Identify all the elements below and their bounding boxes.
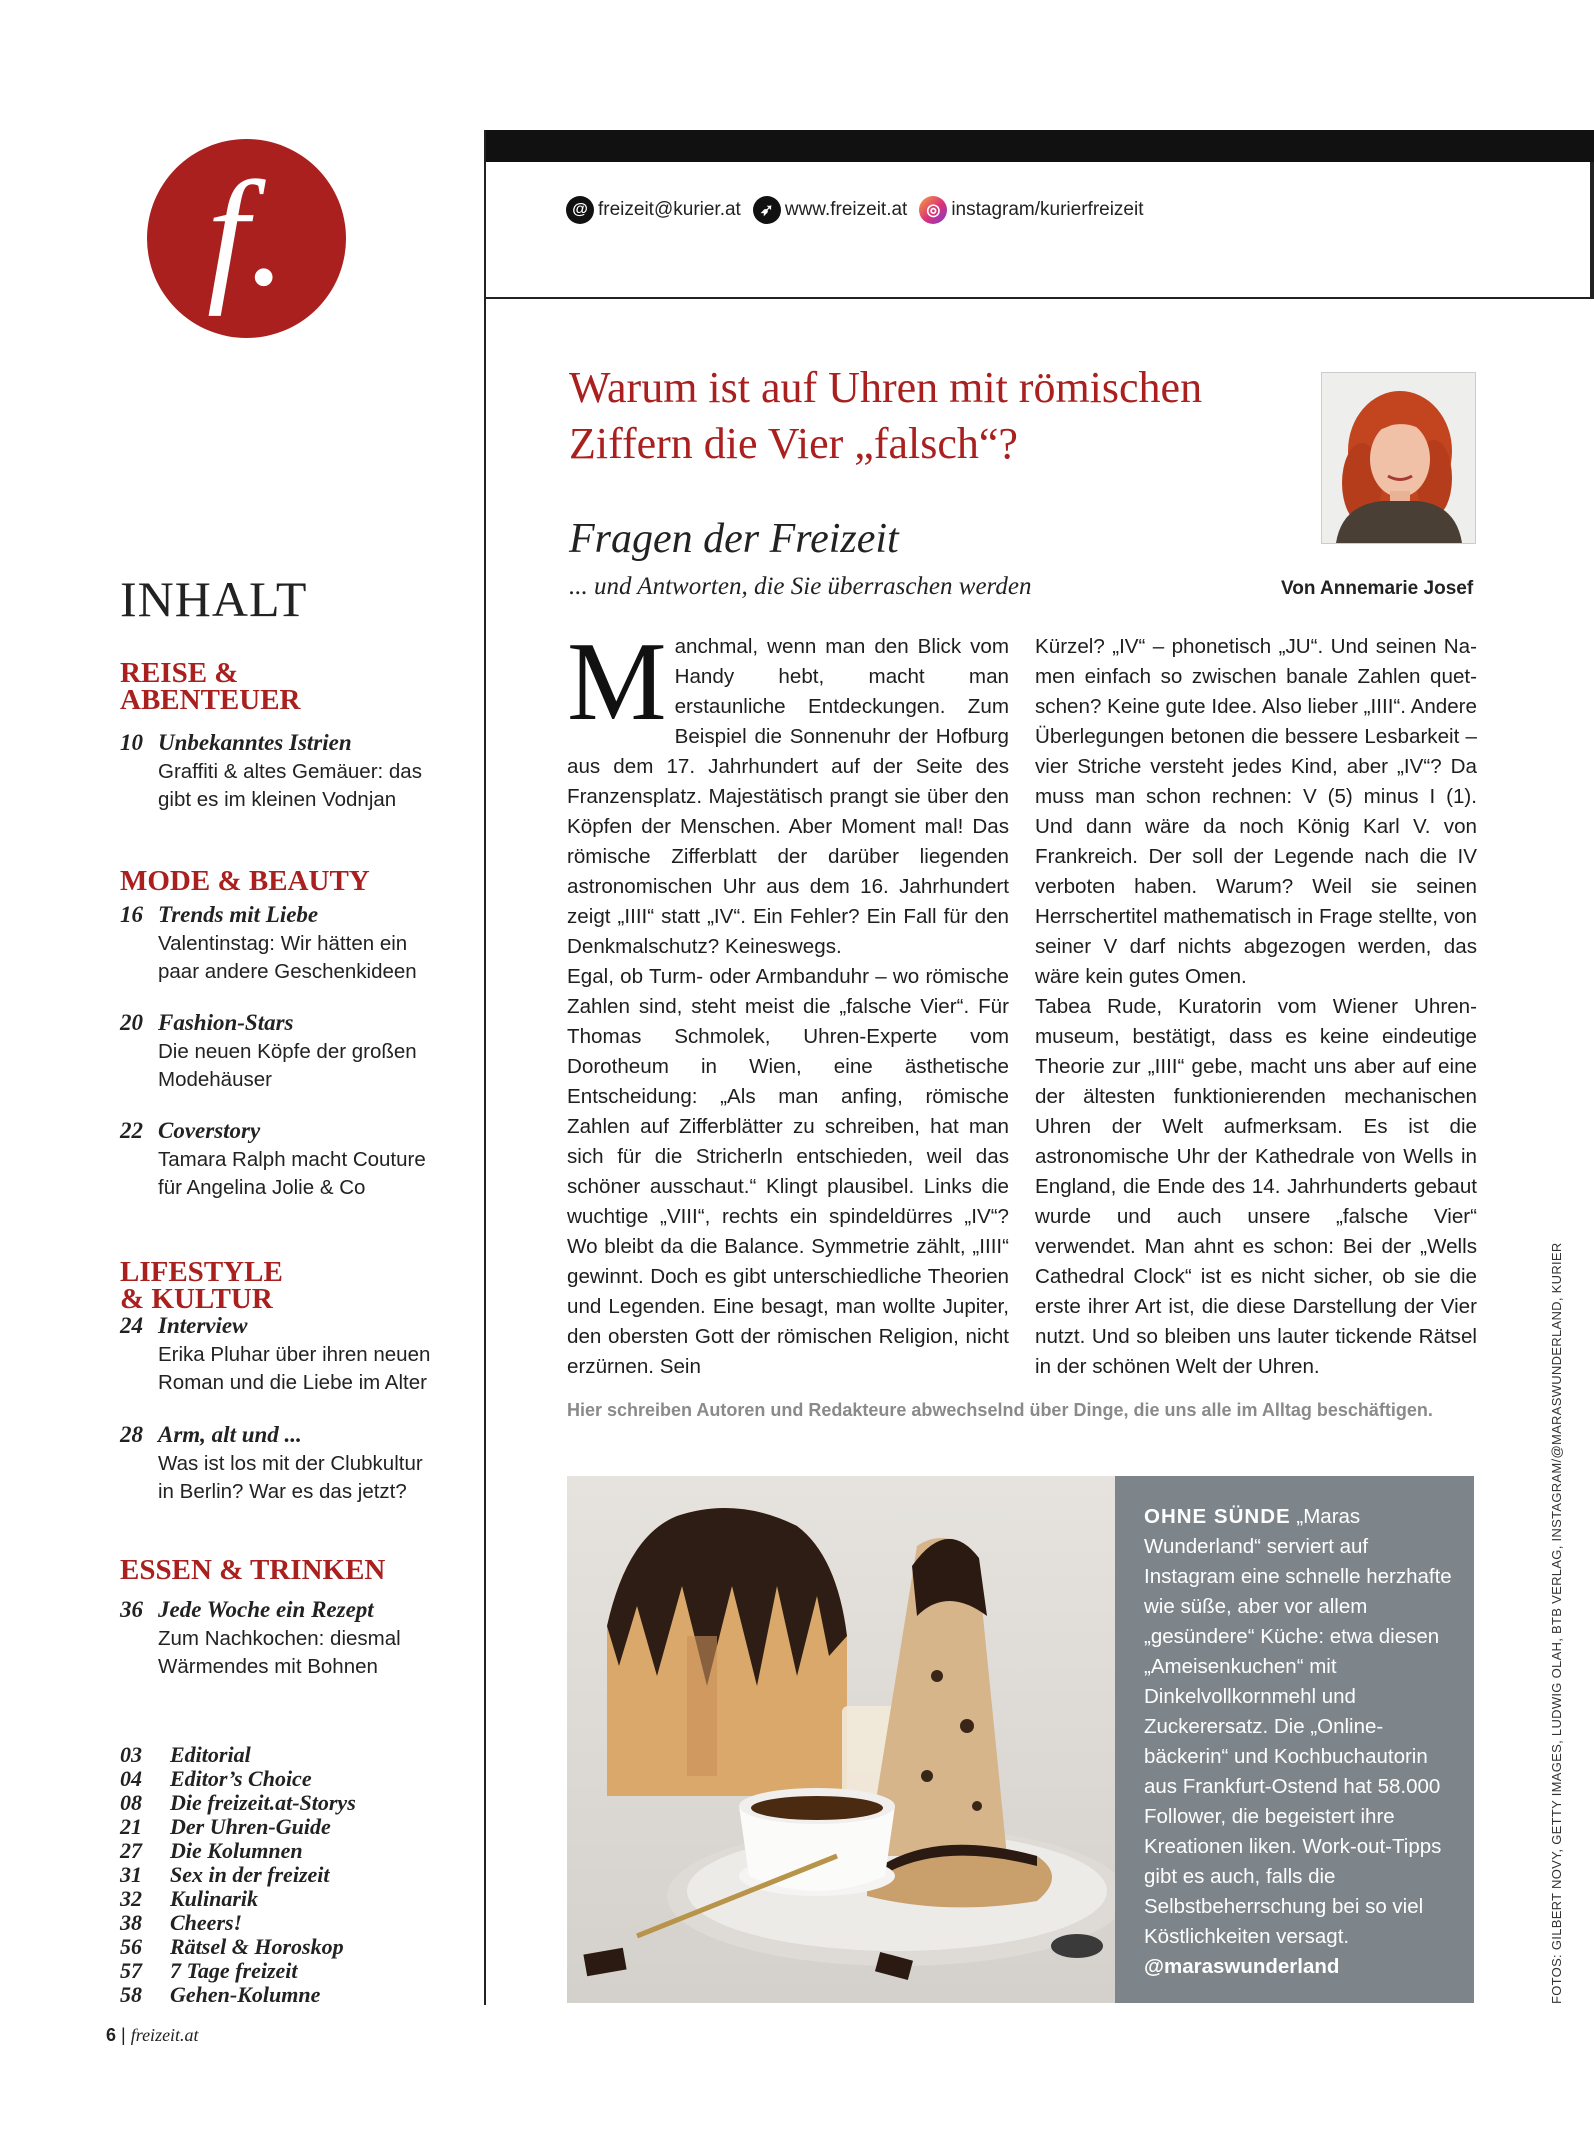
instagram-icon: ◎ — [919, 196, 947, 224]
at-icon: @ — [566, 196, 594, 224]
instagram-link[interactable]: instagram/kurierfreizeit — [951, 199, 1144, 220]
header-rule — [486, 297, 1594, 299]
cake-photo — [567, 1476, 1115, 2003]
author-byline: Von Annemarie Josef — [1281, 578, 1474, 599]
sidebar-body: „Maras Wunderland“ serviert auf Instagram eine schnelle herzhafte wie süße, aber vor allem „gesündere“ Küche: etwa diesen „Ameisenkuchen“ mit Dinkelvollkornmehl und Zuckerersatz. Die „Onlinebäckerin“ und Kochbuchautorin aus Frankfurt-Ostend hat 58.000 Follower, die begeistert ihre Kreationen liken. Work-out-Tipps gibt es auch, falls die Selbstbeherrschung bei so viel Köstlichkeiten versagt. — [1144, 1505, 1452, 1948]
article-paragraph: Egal, ob Turm- oder Armbanduhr – wo römische Zahlen sind, steht meist die „falsche Vier“. Für Thomas Schmolek, Uhren-Experte vom Dorotheum in Wien, eine ästhetische Entscheidung: „Als man anfing, römische Zahlen auf Zifferblätter zu schreiben, hat man sich für die Stricherln entschieden, weil das schöner ausschaut.“ Klingt plausibel. Links die wuchtige „VIII“, rechts ein spindeldürres „IV“? Wo bleibt da die Balance. Symmetrie zählt, „IIII“ gewinnt. Doch es gibt unterschiedliche Theorien und Legenden. Eine besagt, man wollte Jupiter, den obersten Gott der römischen Religion, nicht erzürnen. Sein — [567, 965, 1009, 1378]
toc-list-item[interactable]: 38 Cheers! — [120, 1910, 243, 1935]
globe-icon: ➶ — [753, 196, 781, 224]
section-title-line: ABENTEUER — [120, 684, 301, 716]
drop-cap: M — [567, 620, 667, 744]
toc-section-lifestyle — [120, 1256, 283, 1315]
header-right-rule — [1590, 162, 1594, 299]
column-footnote: Hier schreiben Autoren und Redakteure abwechselnd über Dinge, die uns alle im Alltag beschäftigen. — [567, 1400, 1433, 1420]
toc-list-item[interactable]: 04 Editor’s Choice — [120, 1766, 312, 1791]
toc-short-list — [120, 1743, 356, 2007]
toc-list-item[interactable]: 03 Editorial — [120, 1742, 251, 1767]
toc-list-item[interactable]: 31 Sex in der freizeit — [120, 1862, 330, 1887]
section-title-line: & KULTUR — [120, 1283, 273, 1315]
toc-entry-desc: Valentinstag: Wir hätten ein paar andere Geschenkideen — [158, 932, 417, 983]
folio-site: freizeit.at — [130, 2025, 199, 2045]
toc-list-item[interactable]: 56 Rätsel & Horoskop — [120, 1934, 344, 1959]
toc-entry-desc: Was ist los mit der Clubkultur in Berlin? War es das jetzt? — [158, 1452, 423, 1503]
section-title-line: MODE & BEAUTY — [120, 865, 370, 897]
toc-entry-page: 36 — [120, 1597, 143, 1622]
article-column-1 — [567, 620, 1009, 1382]
toc-entry-title: Coverstory — [158, 1118, 261, 1143]
toc-entry-desc: Tamara Ralph macht Couture für Angelina Jolie & Co — [158, 1148, 426, 1199]
toc-entry-title: Arm, alt und ... — [158, 1422, 302, 1447]
toc-list-item[interactable]: 27 Die Kolumnen — [120, 1838, 303, 1863]
page-number: 6 — [106, 2025, 117, 2045]
headline-line: Ziffern die Vier „falsch“? — [569, 419, 1018, 468]
article-column-2 — [1035, 632, 1477, 1382]
column-subkicker: ... und Antworten, die Sie überraschen werden — [569, 573, 1032, 600]
page-folio — [106, 2025, 199, 2046]
toc-section-mode — [120, 865, 370, 897]
toc-section-reise — [120, 657, 301, 716]
toc-list-item[interactable]: 58 Gehen-Kolumne — [120, 1982, 321, 2007]
toc-entry-page: 20 — [120, 1010, 143, 1035]
toc-entry-title: Jede Woche ein Rezept — [158, 1597, 374, 1622]
photo-credits: FOTOS: GILBERT NOVY, GETTY IMAGES, LUDWIG OLAH, BTB VERLAG, INSTAGRAM/@MARASWUNDERLAND, KURIER — [1549, 1242, 1564, 2004]
top-black-bar — [486, 130, 1594, 162]
toc-section-essen — [120, 1554, 386, 1586]
toc-entry-page: 16 — [120, 902, 143, 927]
toc-entry-desc: Erika Pluhar über ihren neuen Roman und die Liebe im Alter — [158, 1343, 431, 1394]
toc-list-item[interactable]: 21 Der Uhren-Guide — [120, 1814, 331, 1839]
article-paragraph — [567, 620, 1009, 962]
toc-list-item[interactable]: 32 Kulinarik — [120, 1886, 259, 1911]
website-link[interactable]: www.freizeit.at — [784, 199, 908, 220]
toc-entry-page: 28 — [120, 1422, 143, 1447]
paragraph-text: anchmal, wenn man den Blick vom Handy hebt, macht man erstaunliche Entdeckungen. Zum Beispiel die Sonnenuhr der Hofburg aus dem 17. Jahrhundert auf der Seite des Franzensplatz. Majestätisch prangt sie über den Köpfen der Menschen. Aber Moment mal! Das römische Zifferblatt der darüber liegenden astronomischen Uhr aus dem 16. Jahrhundert zeigt „IIII“ statt „IV“. Ein Fehler? Ein Fall für den Denkmalschutz? Keineswegs. — [567, 635, 1009, 958]
toc-entry-desc: Zum Nachkochen: diesmal Wärmendes mit Bohnen — [158, 1627, 401, 1678]
toc-entry-page: 24 — [120, 1313, 143, 1338]
sidebar-text — [1144, 1502, 1454, 1982]
section-title-line: LIFESTYLE — [120, 1256, 283, 1288]
email-link[interactable]: freizeit@kurier.at — [598, 199, 741, 220]
toc-entry-desc: Die neuen Köpfe der großen Modehäuser — [158, 1040, 417, 1091]
toc-list-item[interactable]: 08 Die freizeit.at-Storys — [120, 1790, 356, 1815]
folio-separator: | — [121, 2025, 126, 2045]
article-paragraph: Kürzel? „IV“ – phonetisch „JU“. Und seinen Namen einfach so zwischen banale Zahlen quetschen? Keine gute Idee. Also lieber „IIII“. Andere Überlegungen betonen die bessere Lesbarkeit – vier Striche versteht jedes Kind, aber „IV“? Da muss man schon rechnen: V (5) minus I (1). Und dann wäre da noch König Karl V. von Frankreich. Der soll der Legende nach die IV verboten haben. Warum? Weil sie seinen Herrschertitel mathematisch in Frage stellte, von seiner V darf nichts abgezogen werden, das wäre kein gutes Omen. — [1035, 635, 1477, 988]
article-paragraph: Tabea Rude, Kuratorin vom Wiener Uhrenmuseum, bestätigt, dass es keine eindeutige Theorie zur „IIII“ gebe, macht uns aber auf eine der ältesten funktionierenden mechanischen Uhren der Welt aufmerksam. Es ist die astronomische Uhr der Kathedrale von Wells in England, die Ende des 14. Jahrhunderts gebaut wurde und auch unsere „falsche Vier“ verwendet. Man ahnt es schon: Bei der „Wells Cathedral Clock“ ist es nicht sicher, ob sie die erste ihrer Art ist, die diese Darstellung der Vier nutzt. Und so bleiben uns lauter tickende Rätsel in der schönen Welt der Uhren. — [1035, 995, 1477, 1378]
toc-entry-title: Fashion-Stars — [158, 1010, 294, 1035]
toc-entry-page: 10 — [120, 730, 143, 755]
toc-entry-page: 22 — [120, 1118, 143, 1143]
column-kicker: Fragen der Freizeit — [569, 516, 899, 562]
column-divider — [484, 130, 486, 2005]
instagram-handle[interactable]: @maraswunderland — [1144, 1955, 1340, 1978]
headline-line: Warum ist auf Uhren mit römischen — [569, 363, 1203, 412]
author-photo — [1321, 372, 1476, 544]
section-title-line: ESSEN & TRINKEN — [120, 1554, 386, 1586]
contact-bar — [566, 196, 1144, 224]
toc-heading: INHALT — [120, 571, 308, 627]
logo-letter: f. — [206, 151, 287, 317]
toc-entry-title: Trends mit Liebe — [158, 902, 319, 927]
toc-entry-desc: Graffiti & altes Gemäuer: das gibt es im kleinen Vodnjan — [158, 760, 422, 811]
toc-entry-title: Unbekanntes Istrien — [158, 730, 352, 755]
sidebar-label: OHNE SÜNDE — [1144, 1505, 1291, 1528]
toc-entry-title: Interview — [158, 1313, 248, 1338]
toc-list-item[interactable]: 57 7 Tage freizeit — [120, 1958, 298, 1983]
freizeit-logo — [147, 139, 346, 338]
article-headline — [569, 360, 1289, 472]
section-title-line: REISE & — [120, 657, 239, 689]
